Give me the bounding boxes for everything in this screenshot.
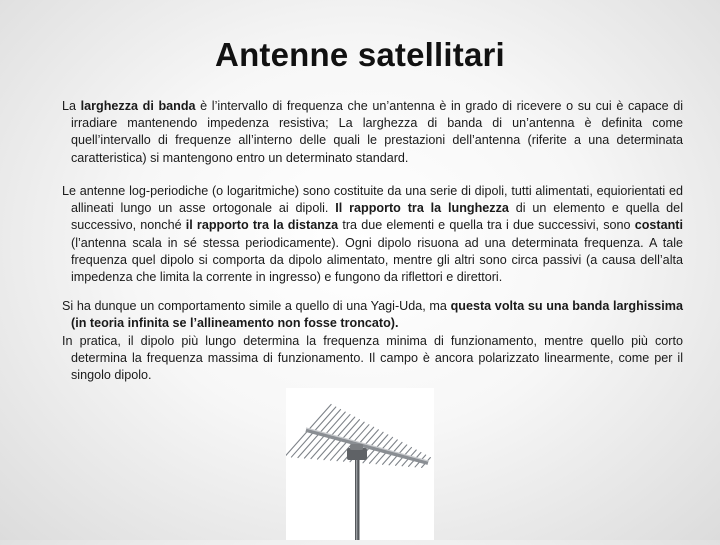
- dipole-element: [324, 440, 342, 460]
- dipole-element: [370, 450, 382, 463]
- slide-title: Antenne satellitari: [215, 36, 505, 73]
- dipole-element: [342, 420, 360, 440]
- dipole-element: [364, 430, 378, 446]
- paragraph-log-periodic: Le antenne log-periodiche (o logaritmiche) sono costituite da una serie di dipoli, tutti alimentati, equiorientati ed allineati lungo un asse ortogonale ai dipoli. Il rapporto tra la lunghezza di un elemento e quella del successivo, nonché il rapporto tra la distanza tra due elementi e quella tra i due successivi, sono costanti (l’antenna scala in sé stessa periodicamente). Ogni dipolo risuona ad una determinata frequenza. A tale frequenza quel dipolo si comporta da dipolo alimentato, mentre gli altri sono circa passivi (a causa dell’alta impedenza che limita la corrente in ingresso) e fungono da riflettori e direttori.: [62, 184, 683, 285]
- dipole-element: [347, 422, 364, 441]
- dipole-element: [330, 441, 347, 460]
- bold-term-bandwidth: larghezza di banda: [80, 99, 196, 113]
- dipole-element: [291, 432, 313, 457]
- dipole-element: [286, 431, 308, 457]
- dipole-element: [314, 407, 336, 432]
- dipole-element: [308, 404, 331, 430]
- antenna-photo: [286, 388, 434, 540]
- dipole-element: [359, 427, 374, 444]
- bold-wide-band: questa volta su una banda larghissima (in teoria infinita se l’allineamento non fosse troncato).: [71, 299, 683, 331]
- paragraph-frequency-range: In pratica, il dipolo più lungo determina la frequenza minima di funzionamento, mentre quello più corto determina la frequenza massima di funzionamento. Il campo è ancora polarizzato linearmente, come per il singolo dipolo.: [62, 334, 683, 383]
- dipole-element: [370, 432, 383, 447]
- paragraph-bandwidth: La larghezza di banda è l’intervallo di frequenza che un’antenna è in grado di ricevere o su cui è capace di irradiare mantenendo impedenza resistiva; La larghezza di banda di un’antenna è definita come quell’intervallo di frequenze all’interno delle quali le prestazioni dell’antenna (riferite a una determinata caratteristica) si mantengono entro un determinato standard.: [62, 99, 683, 165]
- dipole-element: [353, 425, 369, 443]
- log-periodic-antenna-image: [286, 388, 434, 540]
- bold-term-constants: costanti: [634, 218, 683, 233]
- bold-term-length-ratio: Il rapporto tra la lunghezza: [335, 201, 509, 216]
- bold-term-distance-ratio: il rapporto tra la distanza: [185, 218, 339, 233]
- paragraph-yagi-comparison: Si ha dunque un comportamento simile a quello di una Yagi-Uda, ma questa volta su una banda larghissima (in teoria infinita se l’allineamento non fosse troncato).: [62, 299, 683, 331]
